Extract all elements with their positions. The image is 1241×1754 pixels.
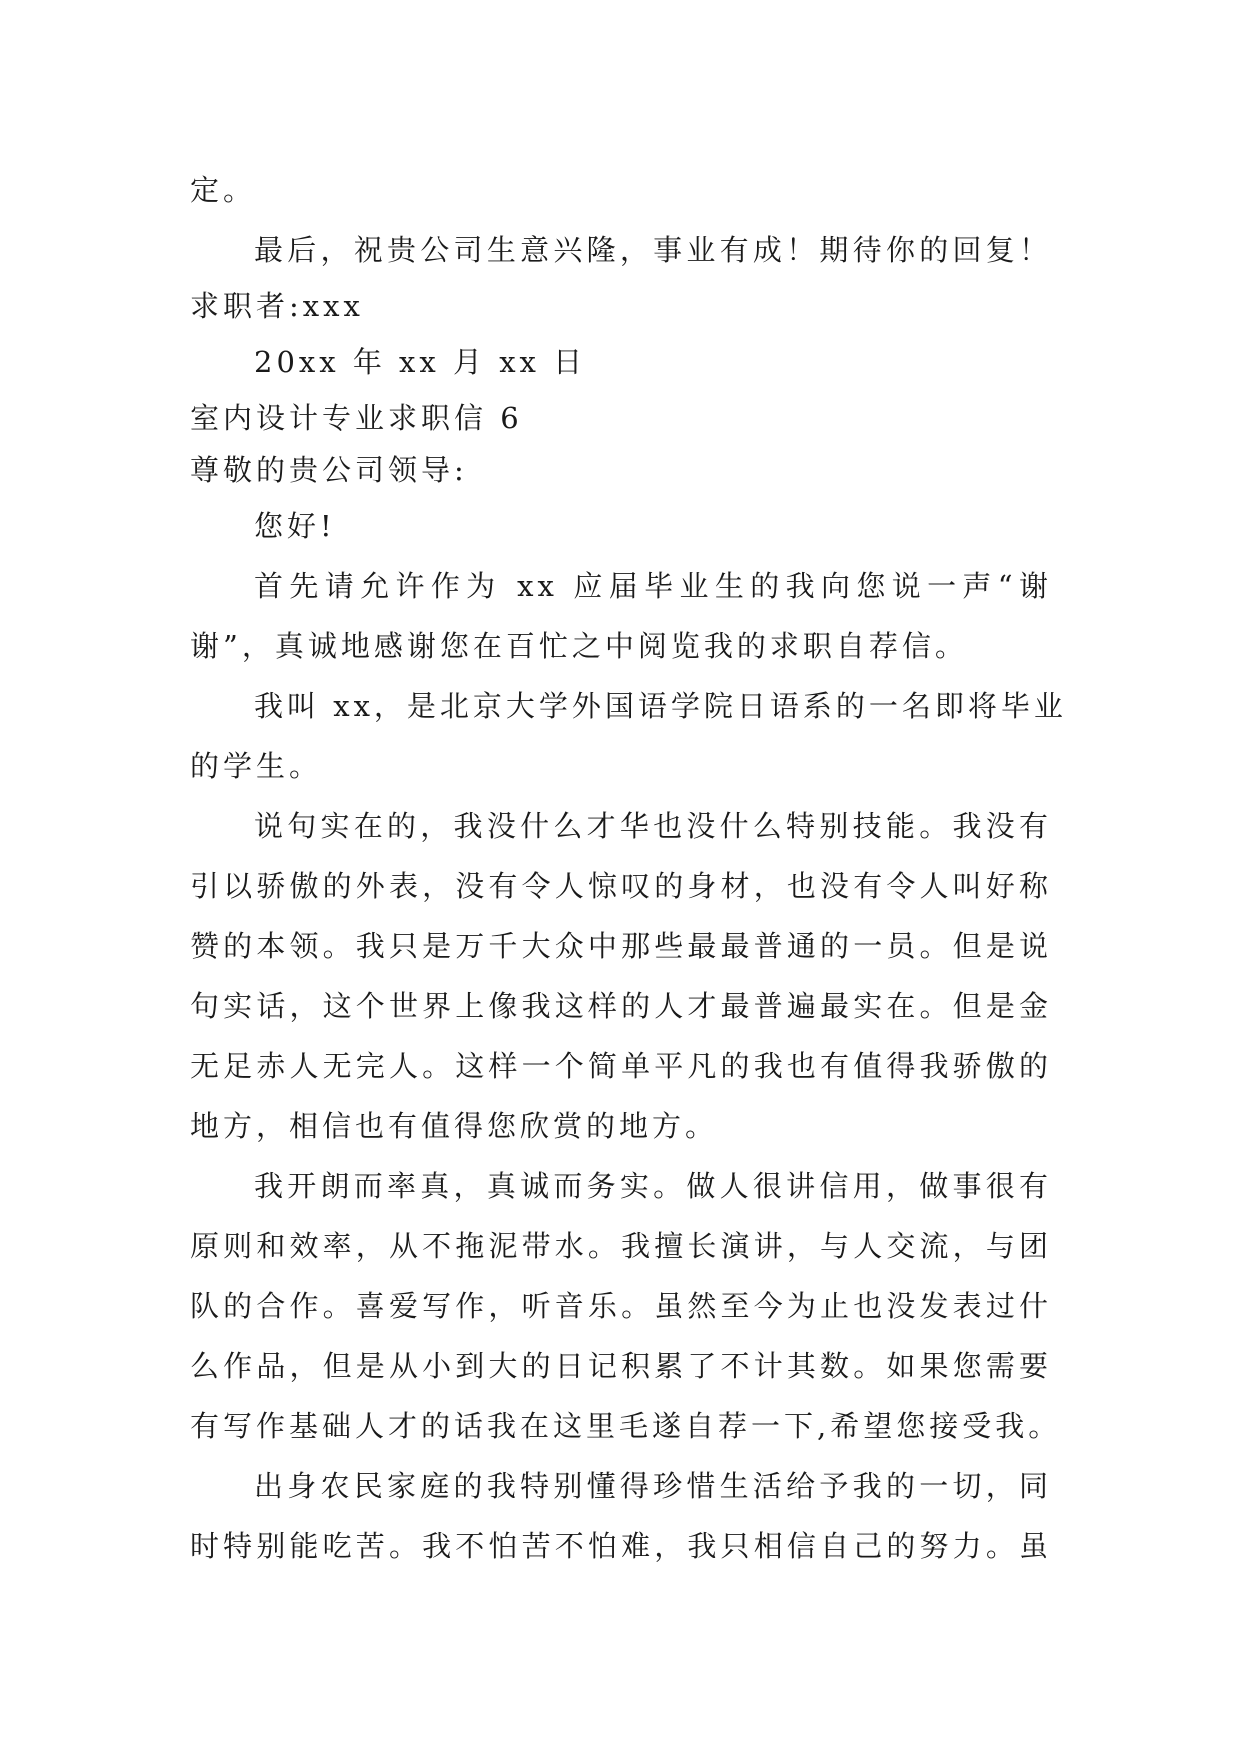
text-line: 我叫 xx，是北京大学外国语学院日语系的一名即将毕业: [254, 689, 1067, 723]
text-line: 引以骄傲的外表，没有令人惊叹的身材，也没有令人叫好称: [190, 869, 1052, 903]
text-line: 我开朗而率真，真诚而务实。做人很讲信用，做事很有: [254, 1169, 1052, 1203]
text-line: 说句实在的，我没什么才华也没什么特别技能。我没有: [254, 809, 1052, 843]
letter-body: [190, 160, 1067, 1576]
text-line: 么作品，但是从小到大的日记积累了不计其数。如果您需要: [190, 1349, 1052, 1383]
text-line: 原则和效率，从不拖泥带水。我擅长演讲，与人交流，与团: [190, 1229, 1052, 1263]
greeting: 您好!: [254, 509, 336, 543]
text-line: 句实话，这个世界上像我这样的人才最普遍最实在。但是金: [190, 989, 1052, 1023]
letter-title: 室内设计专业求职信 6: [190, 401, 523, 435]
text-line: 有写作基础人才的话我在这里毛遂自荐一下,希望您接受我。: [190, 1409, 1062, 1443]
text-line: 时特别能吃苦。我不怕苦不怕难，我只相信自己的努力。虽: [190, 1529, 1052, 1563]
text-line: 首先请允许作为 xx 应届毕业生的我向您说一声“谢: [254, 569, 1052, 603]
text-line: 无足赤人无完人。这样一个简单平凡的我也有值得我骄傲的: [190, 1049, 1052, 1083]
salutation: 尊敬的贵公司领导:: [190, 453, 468, 487]
text-line: 赞的本领。我只是万千大众中那些最最普通的一员。但是说: [190, 929, 1052, 963]
text-line: 的学生。: [190, 749, 323, 783]
signature-line: 求职者:xxx: [190, 289, 364, 323]
text-line: 队的合作。喜爱写作，听音乐。虽然至今为止也没发表过什: [190, 1289, 1052, 1323]
closing-wishes: 最后，祝贵公司生意兴隆，事业有成！期待你的回复！: [254, 233, 1052, 267]
text-line: 谢”，真诚地感谢您在百忙之中阅览我的求职自荐信。: [190, 629, 968, 663]
text-line: 出身农民家庭的我特别懂得珍惜生活给予我的一切，同: [254, 1469, 1052, 1503]
text-line: 地方，相信也有值得您欣赏的地方。: [190, 1109, 719, 1143]
date-line: 20xx 年 xx 月 xx 日: [254, 345, 587, 379]
text-line: 定。: [190, 173, 257, 207]
